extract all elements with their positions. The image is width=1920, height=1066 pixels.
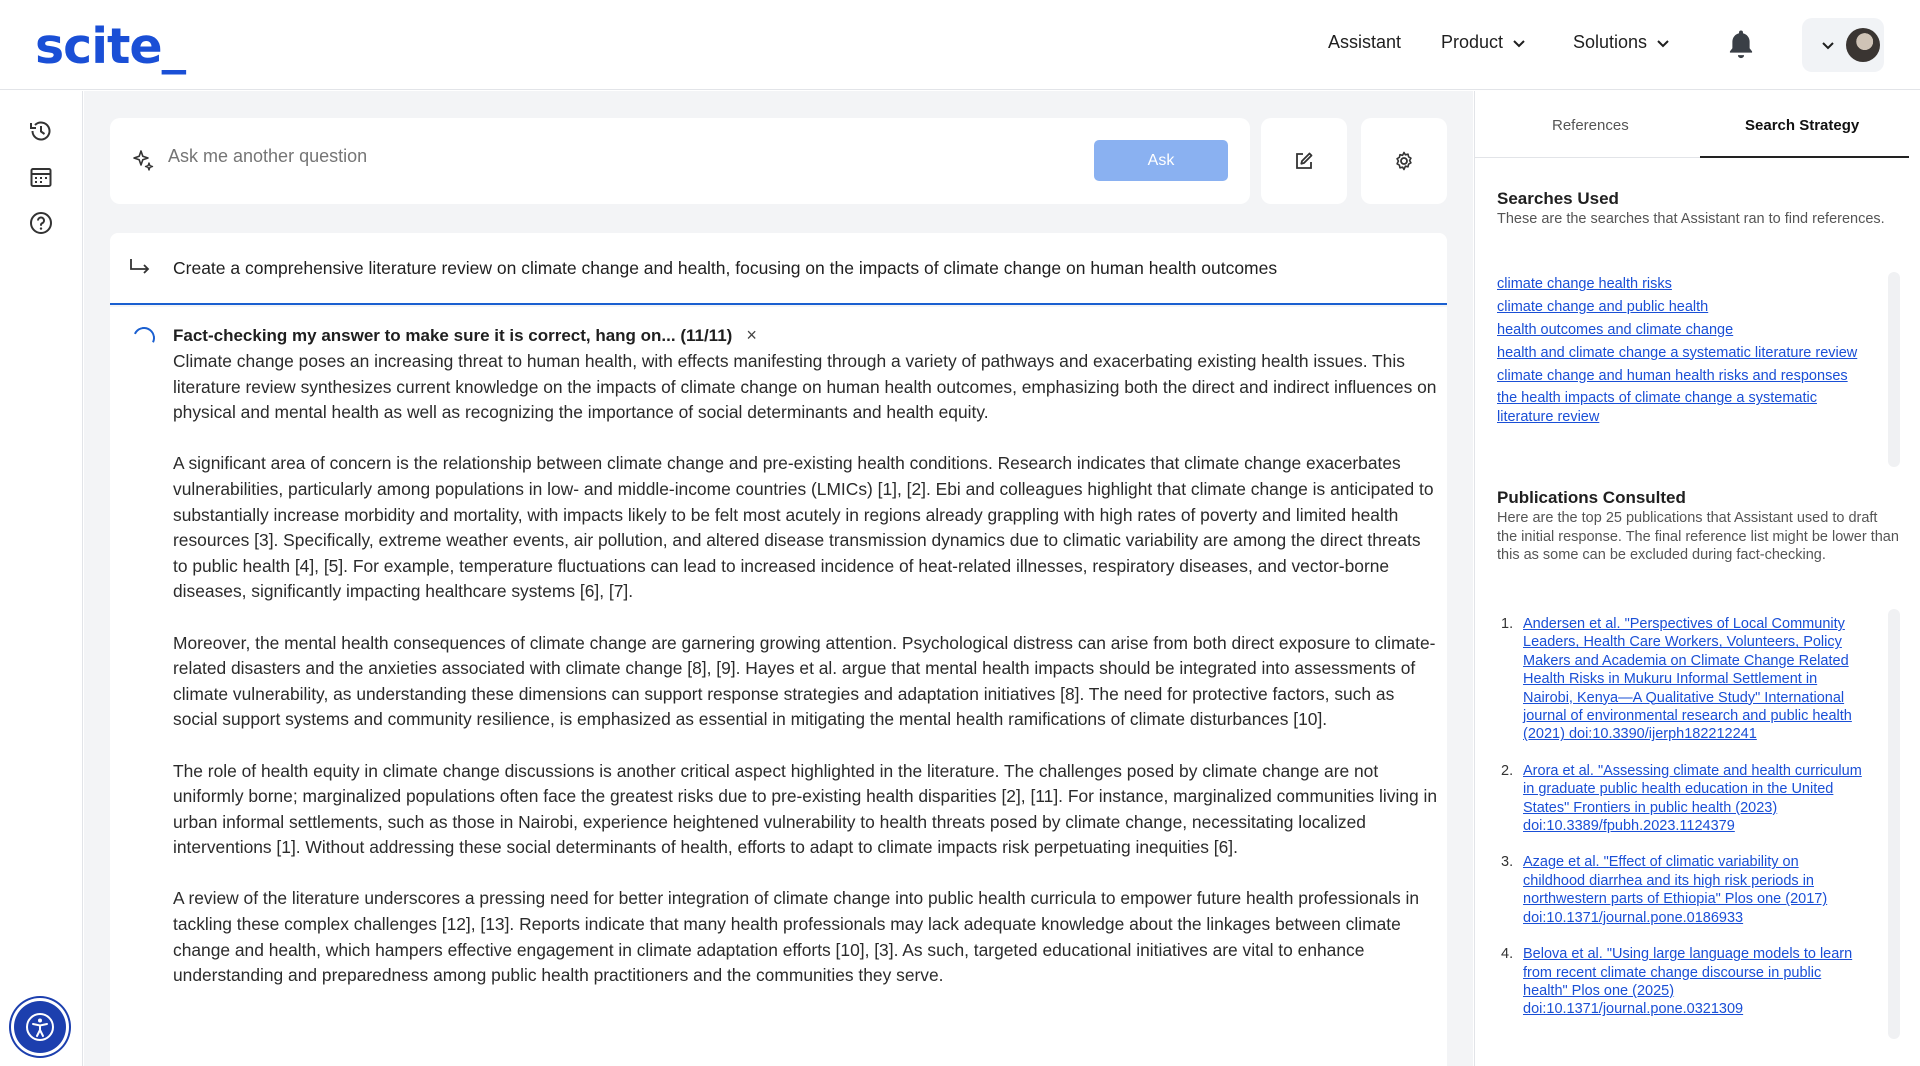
- chevron-down-icon: [1655, 35, 1671, 51]
- edit-icon: [1293, 150, 1315, 172]
- answer-paragraph: The role of health equity in climate change discussions is another critical aspect highlighted in the literature. The challenges posed by climate change are not uniformly borne; marginalized populations often face the greatest risks due to pre-existing health disparities [2], [11]. For instance, marginalized communities living in urban informal settlements, such as those in Nairobi, experience heightened vulnerability to health threats posed by climate change, necessitating localized interventions [1]. Without addressing these social determinants of health, efforts to adapt to climate impacts risk perpetuating inequities [6].: [173, 760, 1438, 858]
- calendar-icon[interactable]: [28, 164, 54, 190]
- answer-body: [173, 349, 1438, 1014]
- publication-item: [1501, 945, 1863, 1019]
- scite-logo[interactable]: scite_: [35, 18, 186, 75]
- answer-paragraph: A review of the literature underscores a pressing need for better integration of climate change into public health curricula to empower future health professionals in tackling these complex challenges [12], [13]. Reports indicate that many health professionals may lack adequate knowledge about the linkages between climate change and health, which hampers effective engagement in climate adaptation efforts [10], [3]. As such, targeted educational initiatives are vital to enhance understanding and preparedness among public health practitioners and the communities they serve.: [173, 888, 1420, 986]
- publication-item: [1501, 762, 1863, 836]
- right-tabs: [1475, 91, 1909, 158]
- publication-link[interactable]: Azage et al. "Effect of climatic variability on childhood diarrhea and its high risk periods in northwestern parts of Ethiopia" Plos one (2017) doi:10.1371/journal.pone.0186933: [1523, 854, 1828, 926]
- ask-bar: [110, 118, 1250, 204]
- nav-product[interactable]: [1441, 32, 1527, 53]
- searches-description: These are the searches that Assistant ran to find references.: [1497, 211, 1885, 227]
- sparkle-icon: [130, 148, 156, 174]
- nav-solutions[interactable]: [1573, 32, 1671, 53]
- publications-scrollbar[interactable]: [1888, 609, 1900, 1039]
- publications-description: Here are the top 25 publications that Assistant used to draft the initial response. The final reference list might be lower than this as some can be excluded during fact-checking.: [1497, 510, 1899, 564]
- query-box: [110, 233, 1447, 305]
- publication-number: 1.: [1501, 616, 1514, 632]
- answer-panel: [110, 307, 1447, 1066]
- nav-solutions-label: Solutions: [1573, 32, 1648, 52]
- publication-number: 3.: [1501, 854, 1514, 871]
- tab-references[interactable]: References: [1552, 117, 1629, 134]
- search-link[interactable]: climate change health risks: [1497, 276, 1672, 292]
- search-link[interactable]: climate change and public health: [1497, 298, 1709, 315]
- search-link[interactable]: health outcomes and climate change: [1497, 321, 1734, 338]
- publication-item: [1501, 615, 1863, 744]
- accessibility-icon: [25, 1012, 55, 1042]
- searches-scrollbar[interactable]: [1888, 272, 1900, 467]
- right-panel: [1474, 91, 1920, 1066]
- answer-paragraph: Moreover, the mental health consequences of climate change are garnering growing attention. Psychological distress can arise from both direct exposure to climate-related disasters and the anxieties associated with climate change [8], [9]. Hayes et al. argue that mental health impacts should be integrated into assessments of climate vulnerability, as understanding these dimensions can support response strategies and adaptation initiatives [8]. The need for protective factors, such as social support systems and community resilience, is emphasized as essential in mitigating the mental health ramifications of climate disturbances [10].: [173, 632, 1436, 730]
- status-text: Fact-checking my answer to make sure it is correct, hang on... (11/11): [173, 325, 733, 345]
- publication-number: 2.: [1501, 762, 1514, 779]
- main-area: [84, 91, 1473, 1066]
- publication-item: [1501, 853, 1863, 927]
- bell-icon[interactable]: [1726, 28, 1756, 60]
- loading-spinner-icon: [130, 324, 158, 352]
- searches-list: [1497, 275, 1877, 431]
- nav-assistant[interactable]: [1328, 32, 1401, 53]
- search-link[interactable]: the health impacts of climate change a systematic literature review: [1497, 390, 1817, 426]
- chevron-down-icon: [1820, 37, 1836, 53]
- active-tab-indicator: [1700, 156, 1909, 158]
- publication-link[interactable]: Belova et al. "Using large language models to learn from recent climate change discourse in public health" Plos one (2025) doi:10.1371/journal.pone.0321309: [1523, 946, 1853, 1018]
- publication-link[interactable]: Andersen et al. "Perspectives of Local Community Leaders, Health Care Workers, Volunteers, Policy Makers and Academia on Climate Change Related Health Risks in Mukuru Informal Settlement in Nairobi, Kenya—A Qualitative Study" International journal of environmental research and public health (2021) doi:10.3390/ijerph182212241: [1523, 616, 1852, 743]
- user-menu[interactable]: [1802, 18, 1884, 72]
- publications-title: Publications Consulted: [1497, 488, 1686, 507]
- publication-link[interactable]: Arora et al. "Assessing climate and health curriculum in graduate public health education in the United States" Frontiers in public health (2023) doi:10.3389/fpubh.2023.1124379: [1523, 762, 1862, 835]
- left-rail: [0, 91, 83, 1066]
- settings-button[interactable]: [1361, 118, 1447, 204]
- accessibility-button[interactable]: [14, 1001, 66, 1053]
- ask-button[interactable]: Ask: [1094, 140, 1228, 181]
- tab-search-strategy[interactable]: Search Strategy: [1745, 117, 1860, 134]
- help-icon[interactable]: [28, 210, 54, 236]
- nav-product-label: Product: [1441, 32, 1504, 52]
- close-icon[interactable]: ×: [746, 325, 757, 345]
- publication-number: 4.: [1501, 946, 1514, 963]
- reply-arrow-icon: [128, 257, 152, 277]
- search-link[interactable]: health and climate change a systematic literature review: [1497, 344, 1858, 361]
- avatar: [1846, 28, 1880, 62]
- top-header: [0, 0, 1920, 90]
- search-link[interactable]: climate change and human health risks and responses: [1497, 367, 1848, 384]
- answer-paragraph: A significant area of concern is the relationship between climate change and pre-existing health conditions. Research indicates that climate change exacerbates vulnerabilities, particularly among populations in low- and middle-income countries (LMICs) [1], [2]. Ebi and colleagues highlight that climate change is anticipated to substantially increase morbidity and mortality, with impacts likely to be felt most acutely in regions already grappling with high rates of poverty and limited health resources [3]. Specifically, extreme weather events, air pollution, and altered disease transmission dynamics due to climatic variability are among the direct threats to public health [4], [5]. For example, temperature fluctuations can lead to increased incidence of heat-related illnesses, respiratory diseases, and vector-borne diseases, significantly impacting healthcare systems [6], [7].: [173, 453, 1434, 602]
- edit-button[interactable]: [1261, 118, 1347, 204]
- chevron-down-icon: [1511, 35, 1527, 51]
- gear-icon: [1393, 150, 1415, 172]
- searches-title: Searches Used: [1497, 189, 1619, 208]
- nav-assistant-label: Assistant: [1328, 32, 1402, 52]
- query-text: Create a comprehensive literature review on climate change and health, focusing on the impacts of climate change on human health outcomes: [173, 258, 1278, 278]
- fact-check-status: [173, 325, 757, 346]
- ask-input[interactable]: [168, 146, 1068, 167]
- publications-list: [1501, 615, 1863, 1037]
- answer-paragraph: Climate change poses an increasing threat to human health, with effects manifesting through a variety of pathways and exacerbating existing health issues. This literature review synthesizes current knowledge on the impacts of climate change on human health outcomes, emphasizing both the direct and indirect influences on physical and mental health as well as recognizing the importance of social determinants and health equity.: [173, 351, 1437, 423]
- history-icon[interactable]: [28, 118, 54, 144]
